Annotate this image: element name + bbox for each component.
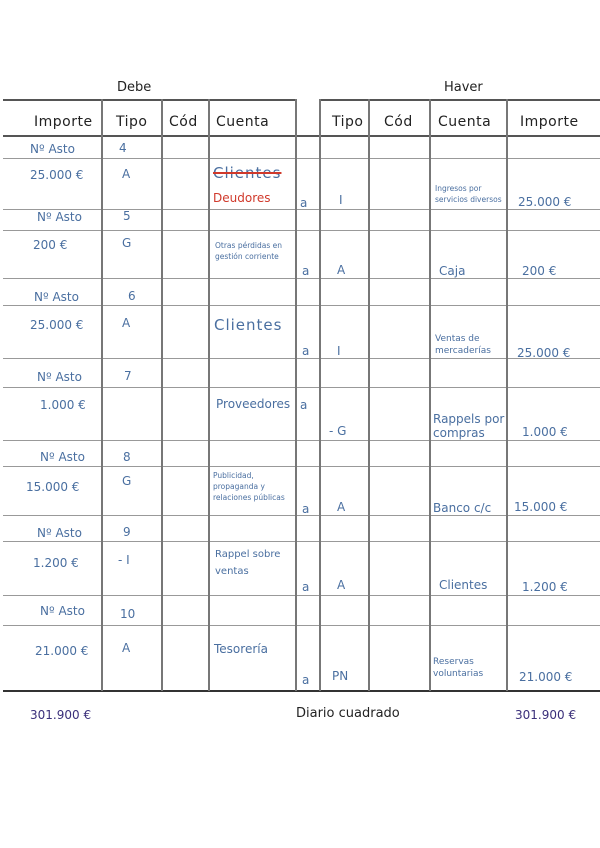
cuenta-debe: Clientes <box>214 316 283 334</box>
column-line <box>161 99 163 691</box>
tipo-debe: - I <box>118 553 130 567</box>
tipo-debe: G <box>122 474 132 488</box>
asiento-number: 8 <box>123 450 131 464</box>
a-connector: a <box>302 502 310 516</box>
cuenta-debe: Deudores <box>213 191 271 205</box>
cuenta-debe: Proveedores <box>216 397 291 411</box>
row-line <box>3 595 600 596</box>
importe-haber: 1.000 € <box>522 425 568 439</box>
column-line <box>506 99 508 691</box>
total-haber: 301.900 € <box>515 708 577 722</box>
row-line <box>3 278 600 279</box>
tipo-haber: A <box>337 578 346 592</box>
importe-debe: 25.000 € <box>30 318 84 332</box>
tipo-haber: - G <box>329 424 347 438</box>
row-line <box>3 358 600 359</box>
importe-debe: 1.200 € <box>33 556 79 570</box>
row-line <box>3 541 600 542</box>
row-line <box>3 230 600 231</box>
tipo-debe: A <box>122 641 131 655</box>
column-line <box>368 99 370 691</box>
column-line <box>429 99 431 691</box>
row-line <box>3 387 600 388</box>
importe-debe: 200 € <box>33 238 68 252</box>
tipo-haber: I <box>337 344 341 358</box>
tipo-haber: A <box>337 500 346 514</box>
column-line <box>101 99 103 691</box>
cuenta-haber: Ingresos por servicios diversos <box>435 184 502 204</box>
column-line <box>295 99 297 691</box>
cuenta-debe-struck: Clientes <box>213 164 282 182</box>
tipo-debe: G <box>122 236 132 250</box>
debe-header: Debe <box>117 80 152 95</box>
tipo-debe: A <box>122 316 131 330</box>
importe-haber: 21.000 € <box>519 670 573 684</box>
importe-haber: 25.000 € <box>517 346 571 360</box>
cuenta-debe: Publicidad, propaganda y relaciones públicas <box>213 471 285 502</box>
importe-haber: 15.000 € <box>514 500 568 514</box>
asiento-label: Nº Asto <box>34 290 79 304</box>
asiento-label: Nº Asto <box>37 370 82 384</box>
col-header-importe-haber: Importe <box>520 114 579 130</box>
cuenta-haber: Banco c/c <box>433 501 492 515</box>
col-header-importe-debe: Importe <box>34 114 93 130</box>
col-header-cod-debe: Cód <box>169 114 198 130</box>
total-debe: 301.900 € <box>30 708 92 722</box>
cuenta-haber: Ventas de mercaderías <box>435 334 491 356</box>
cuenta-debe: Tesorería <box>214 642 268 656</box>
a-connector: a <box>300 398 308 412</box>
column-line <box>208 99 210 691</box>
asiento-number: 4 <box>119 141 127 155</box>
table-top-border-left <box>3 99 296 101</box>
table-top-border-right <box>320 99 600 101</box>
asiento-number: 9 <box>123 525 131 539</box>
importe-debe: 1.000 € <box>40 398 86 412</box>
row-line <box>3 625 600 626</box>
col-header-cuenta-haber: Cuenta <box>438 114 492 130</box>
importe-debe: 15.000 € <box>26 480 80 494</box>
a-connector: a <box>300 196 308 210</box>
a-connector: a <box>302 580 310 594</box>
cuenta-haber: Reservas voluntarias <box>433 657 484 679</box>
header-divider <box>3 135 600 137</box>
cuenta-debe: Otras pérdidas en gestión corriente <box>215 241 283 261</box>
haber-header: Haver <box>444 80 483 95</box>
cuenta-haber: Rappels por compras <box>433 412 505 440</box>
cuenta-haber: Caja <box>439 264 466 278</box>
asiento-number: 6 <box>128 289 136 303</box>
asiento-label: Nº Asto <box>40 450 85 464</box>
asiento-label: Nº Asto <box>40 604 85 618</box>
col-header-tipo-debe: Tipo <box>116 114 148 130</box>
asiento-label: Nº Asto <box>30 142 75 156</box>
cuenta-debe: Rappel sobre ventas <box>215 549 281 577</box>
a-connector: a <box>302 673 310 687</box>
asiento-label: Nº Asto <box>37 526 82 540</box>
cuenta-haber: Clientes <box>439 578 488 592</box>
tipo-haber: PN <box>332 669 349 683</box>
row-line <box>3 466 600 467</box>
importe-debe: 25.000 € <box>30 168 84 182</box>
importe-debe: 21.000 € <box>35 644 89 658</box>
tipo-haber: I <box>339 193 343 207</box>
a-connector: a <box>302 264 310 278</box>
col-header-cuenta-debe: Cuenta <box>216 114 270 130</box>
row-line <box>3 440 600 441</box>
asiento-number: 10 <box>120 607 136 621</box>
tipo-debe: A <box>122 167 131 181</box>
balance-summary: Diario cuadrado <box>296 706 400 721</box>
row-line <box>3 158 600 159</box>
col-header-tipo-haber: Tipo <box>332 114 364 130</box>
a-connector: a <box>302 344 310 358</box>
col-header-cod-haber: Cód <box>384 114 413 130</box>
importe-haber: 1.200 € <box>522 580 568 594</box>
column-line <box>319 99 321 691</box>
asiento-number: 7 <box>124 369 132 383</box>
asiento-number: 5 <box>123 209 131 223</box>
tipo-haber: A <box>337 263 346 277</box>
row-line <box>3 305 600 306</box>
table-bottom-border <box>3 690 600 692</box>
asiento-label: Nº Asto <box>37 210 82 224</box>
importe-haber: 200 € <box>522 264 557 278</box>
importe-haber: 25.000 € <box>518 195 572 209</box>
